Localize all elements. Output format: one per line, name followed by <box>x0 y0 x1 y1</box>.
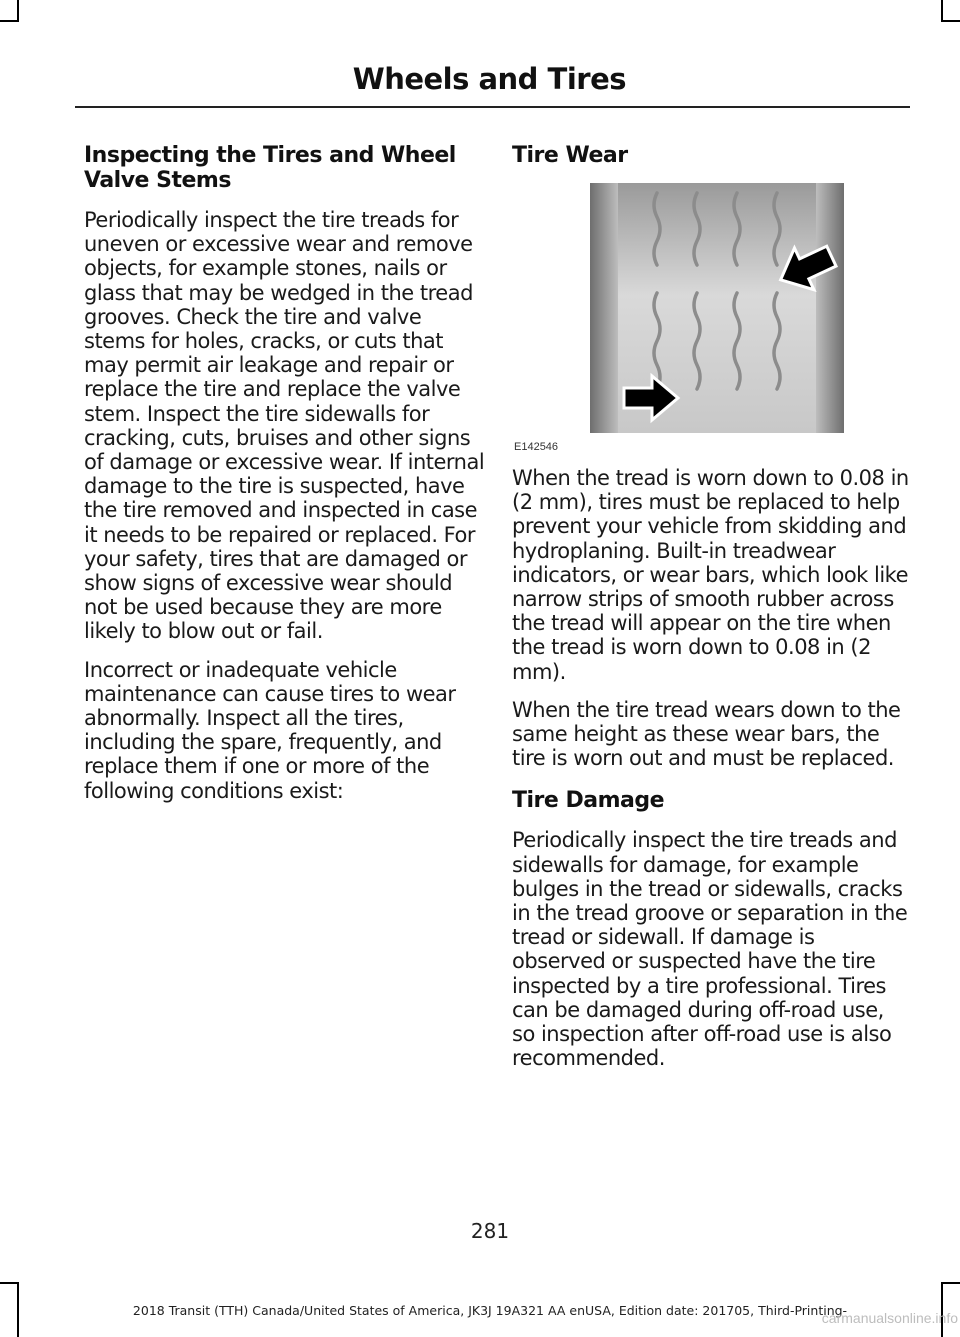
paragraph: Periodically inspect the tire treads for uneven or excessive wear and remove objects, for example stones, nails or glass that may be wedged in the tread grooves. Check the tire and valve stems for holes, cracks, or cuts that may permit air leakage and repair or replace the tire and replace the valve stem. Inspect the tire sidewalls for cracking, cuts, bruises and other signs of damage or excessive wear. If internal damage to the tire is suspected, have the tire removed and inspected in case it needs to be repaired or replaced. For your safety, tires that are damaged or show signs of excessive wear should not be used because they are more likely to blow out or fail. <box>84 208 485 644</box>
watermark-link[interactable]: carmanualsonline.info <box>821 1310 958 1326</box>
crop-mark <box>941 1282 960 1284</box>
left-column <box>84 143 486 817</box>
crop-mark <box>941 20 960 22</box>
paragraph: When the tire tread wears down to the same height as these wear bars, the tire is worn out and must be replaced. <box>512 697 901 771</box>
section-heading-inspecting: Inspecting the Tires and Wheel Valve Stems <box>84 143 456 193</box>
crop-mark <box>0 1282 19 1284</box>
section-heading-tire-damage: Tire Damage <box>512 788 665 814</box>
figure-code: E142546 <box>514 441 559 453</box>
section-heading-tire-wear: Tire Wear <box>512 143 628 168</box>
page-header-title: Wheels and Tires <box>352 62 626 96</box>
crop-mark <box>941 0 943 22</box>
page-number: 281 <box>470 1219 510 1243</box>
edition-footer: 2018 Transit (TTH) Canada/United States of America, JK3J 19A321 AA enUSA, Edition date: 201705, Third-Printing- <box>132 1303 848 1318</box>
tread-image <box>512 183 912 453</box>
crop-mark <box>0 20 19 22</box>
paragraph: When the tread is worn down to 0.08 in (2 mm), tires must be replaced to help prevent your vehicle from skidding and hydroplaning. Built-in treadwear indicators, or wear bars, which look like narrow strips of smooth rubber across the tread will appear on the tire when the tread is worn down to 0.08 in (2 mm). <box>512 466 909 684</box>
paragraph: Incorrect or inadequate vehicle maintenance can cause tires to wear abnormally. Inspect all the tires, including the spare, frequently, and replace them if one or more of the following conditions exist: <box>84 657 456 803</box>
header-divider <box>75 106 910 108</box>
tire-tread-figure <box>512 183 912 453</box>
paragraph: Periodically inspect the tire treads and sidewalls for damage, for example bulges in the tread or sidewalls, cracks in the tread groove or separation in the tread or sidewall. If damage is observed or suspected have the tire inspected by a tire professional. Tires can be damaged during off-road use, so inspection after off-road use is also recommended. <box>512 828 908 1071</box>
right-column <box>512 143 912 1084</box>
crop-mark <box>17 0 19 22</box>
